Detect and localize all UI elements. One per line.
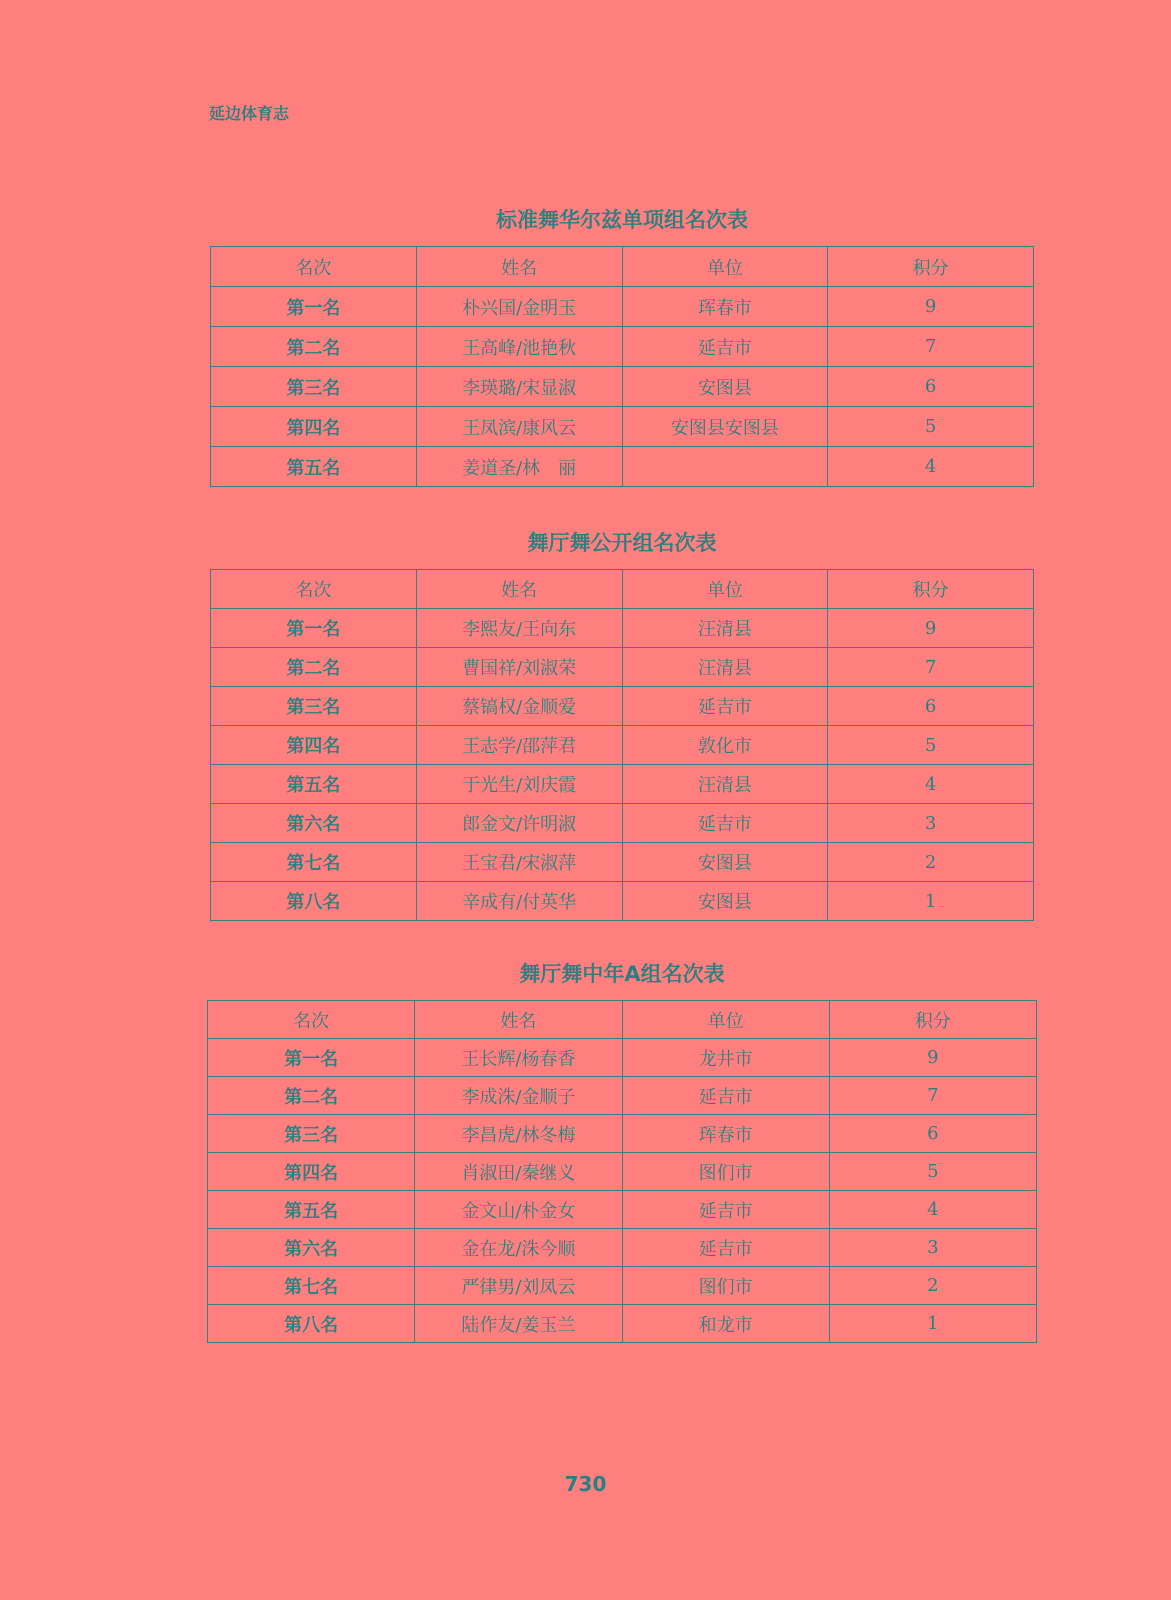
cell-rank: 第三名 xyxy=(211,367,417,407)
cell-rank: 第三名 xyxy=(208,1115,415,1153)
cell-points: 4 xyxy=(828,765,1034,804)
cell-unit: 和龙市 xyxy=(622,1305,829,1343)
cell-points: 5 xyxy=(828,726,1034,765)
cell-rank: 第一名 xyxy=(211,287,417,327)
cell-name: 李成洙/金顺子 xyxy=(415,1077,622,1115)
cell-rank: 第五名 xyxy=(211,447,417,487)
ranking-section-middle-age-a xyxy=(207,960,1037,1343)
cell-name: 王长辉/杨春香 xyxy=(415,1039,622,1077)
cell-unit: 珲春市 xyxy=(622,287,828,327)
table-row xyxy=(211,804,1034,843)
cell-rank: 第五名 xyxy=(211,765,417,804)
cell-rank: 第二名 xyxy=(208,1077,415,1115)
cell-name: 王宝君/宋淑萍 xyxy=(416,843,622,882)
table-row xyxy=(208,1115,1037,1153)
cell-points: 1 xyxy=(828,882,1034,921)
cell-unit: 延吉市 xyxy=(622,687,828,726)
cell-rank: 第八名 xyxy=(208,1305,415,1343)
table-row xyxy=(211,609,1034,648)
cell-unit: 延吉市 xyxy=(622,1229,829,1267)
header-unit: 单位 xyxy=(622,247,828,287)
header-unit: 单位 xyxy=(622,1001,829,1039)
header-rank: 名次 xyxy=(211,247,417,287)
cell-name: 朴兴国/金明玉 xyxy=(416,287,622,327)
cell-unit: 安图县 xyxy=(622,367,828,407)
cell-name: 严律男/刘凤云 xyxy=(415,1267,622,1305)
cell-rank: 第三名 xyxy=(211,687,417,726)
table-row xyxy=(208,1267,1037,1305)
cell-name: 郎金文/许明淑 xyxy=(416,804,622,843)
ranking-section-open xyxy=(210,529,1034,921)
table-row xyxy=(208,1191,1037,1229)
cell-points: 9 xyxy=(829,1039,1036,1077)
table-header-row xyxy=(211,247,1034,287)
cell-rank: 第六名 xyxy=(211,804,417,843)
cell-rank: 第七名 xyxy=(211,843,417,882)
header-points: 积分 xyxy=(828,247,1034,287)
cell-rank: 第四名 xyxy=(208,1153,415,1191)
cell-name: 李昌虎/林冬梅 xyxy=(415,1115,622,1153)
table-row xyxy=(211,882,1034,921)
header-name: 姓名 xyxy=(415,1001,622,1039)
cell-rank: 第五名 xyxy=(208,1191,415,1229)
cell-points: 6 xyxy=(828,367,1034,407)
cell-name: 王志学/邵萍君 xyxy=(416,726,622,765)
cell-name: 辛成有/付英华 xyxy=(416,882,622,921)
table-title: 标准舞华尔兹单项组名次表 xyxy=(496,208,748,232)
cell-points: 7 xyxy=(828,648,1034,687)
header-name: 姓名 xyxy=(416,247,622,287)
cell-name: 肖淑田/秦继义 xyxy=(415,1153,622,1191)
cell-name: 王凤滨/康风云 xyxy=(416,407,622,447)
header-rank: 名次 xyxy=(211,570,417,609)
ranking-section-waltz xyxy=(210,206,1034,487)
cell-unit: 敦化市 xyxy=(622,726,828,765)
table-row xyxy=(211,843,1034,882)
table-row xyxy=(211,765,1034,804)
cell-name: 曹国祥/刘淑荣 xyxy=(416,648,622,687)
cell-points: 3 xyxy=(829,1229,1036,1267)
table-row xyxy=(211,687,1034,726)
table-row xyxy=(211,407,1034,447)
table-header-row xyxy=(208,1001,1037,1039)
cell-points: 3 xyxy=(828,804,1034,843)
ranking-table xyxy=(207,1000,1037,1343)
cell-points: 5 xyxy=(828,407,1034,447)
ranking-table xyxy=(210,246,1034,487)
cell-points: 5 xyxy=(829,1153,1036,1191)
table-row xyxy=(208,1229,1037,1267)
running-head: 延边体育志 xyxy=(209,104,290,123)
cell-points: 4 xyxy=(828,447,1034,487)
cell-points: 7 xyxy=(829,1077,1036,1115)
cell-rank: 第二名 xyxy=(211,648,417,687)
table-title: 舞厅舞中年A组名次表 xyxy=(519,962,725,986)
cell-unit xyxy=(622,447,828,487)
cell-name: 金在龙/洙今顺 xyxy=(415,1229,622,1267)
cell-name: 陆作友/姜玉兰 xyxy=(415,1305,622,1343)
table-row xyxy=(211,327,1034,367)
cell-rank: 第二名 xyxy=(211,327,417,367)
cell-unit: 汪清县 xyxy=(622,765,828,804)
cell-rank: 第四名 xyxy=(211,407,417,447)
table-row xyxy=(211,367,1034,407)
cell-rank: 第一名 xyxy=(211,609,417,648)
cell-rank: 第六名 xyxy=(208,1229,415,1267)
cell-unit: 安图县安图县 xyxy=(622,407,828,447)
cell-unit: 延吉市 xyxy=(622,327,828,367)
cell-unit: 龙井市 xyxy=(622,1039,829,1077)
table-header-row xyxy=(211,570,1034,609)
cell-points: 1 xyxy=(829,1305,1036,1343)
cell-unit: 珲春市 xyxy=(622,1115,829,1153)
cell-unit: 延吉市 xyxy=(622,1191,829,1229)
table-row xyxy=(208,1039,1037,1077)
cell-unit: 汪清县 xyxy=(622,609,828,648)
cell-name: 金文山/朴金女 xyxy=(415,1191,622,1229)
cell-unit: 汪清县 xyxy=(622,648,828,687)
page-number: 730 xyxy=(564,1472,607,1496)
cell-rank: 第八名 xyxy=(211,882,417,921)
cell-points: 2 xyxy=(828,843,1034,882)
cell-unit: 安图县 xyxy=(622,843,828,882)
cell-unit: 安图县 xyxy=(622,882,828,921)
cell-rank: 第一名 xyxy=(208,1039,415,1077)
header-name: 姓名 xyxy=(416,570,622,609)
table-row xyxy=(208,1077,1037,1115)
header-points: 积分 xyxy=(829,1001,1036,1039)
cell-name: 李瑛璐/宋显淑 xyxy=(416,367,622,407)
table-row xyxy=(208,1305,1037,1343)
cell-unit: 延吉市 xyxy=(622,804,828,843)
cell-unit: 图们市 xyxy=(622,1267,829,1305)
cell-points: 6 xyxy=(829,1115,1036,1153)
table-title: 舞厅舞公开组名次表 xyxy=(527,531,717,555)
cell-points: 9 xyxy=(828,287,1034,327)
table-row xyxy=(211,648,1034,687)
cell-points: 7 xyxy=(828,327,1034,367)
cell-points: 2 xyxy=(829,1267,1036,1305)
cell-name: 姜道圣/林 丽 xyxy=(416,447,622,487)
cell-rank: 第四名 xyxy=(211,726,417,765)
table-row xyxy=(211,287,1034,327)
header-rank: 名次 xyxy=(208,1001,415,1039)
table-row xyxy=(211,726,1034,765)
cell-unit: 延吉市 xyxy=(622,1077,829,1115)
cell-name: 李熙友/王向东 xyxy=(416,609,622,648)
ranking-table xyxy=(210,569,1034,921)
cell-unit: 图们市 xyxy=(622,1153,829,1191)
cell-name: 蔡镐权/金顺爱 xyxy=(416,687,622,726)
cell-rank: 第七名 xyxy=(208,1267,415,1305)
cell-points: 9 xyxy=(828,609,1034,648)
header-unit: 单位 xyxy=(622,570,828,609)
table-row xyxy=(211,447,1034,487)
cell-points: 6 xyxy=(828,687,1034,726)
header-points: 积分 xyxy=(828,570,1034,609)
table-row xyxy=(208,1153,1037,1191)
cell-points: 4 xyxy=(829,1191,1036,1229)
cell-name: 王高峰/池艳秋 xyxy=(416,327,622,367)
cell-name: 于光生/刘庆霞 xyxy=(416,765,622,804)
